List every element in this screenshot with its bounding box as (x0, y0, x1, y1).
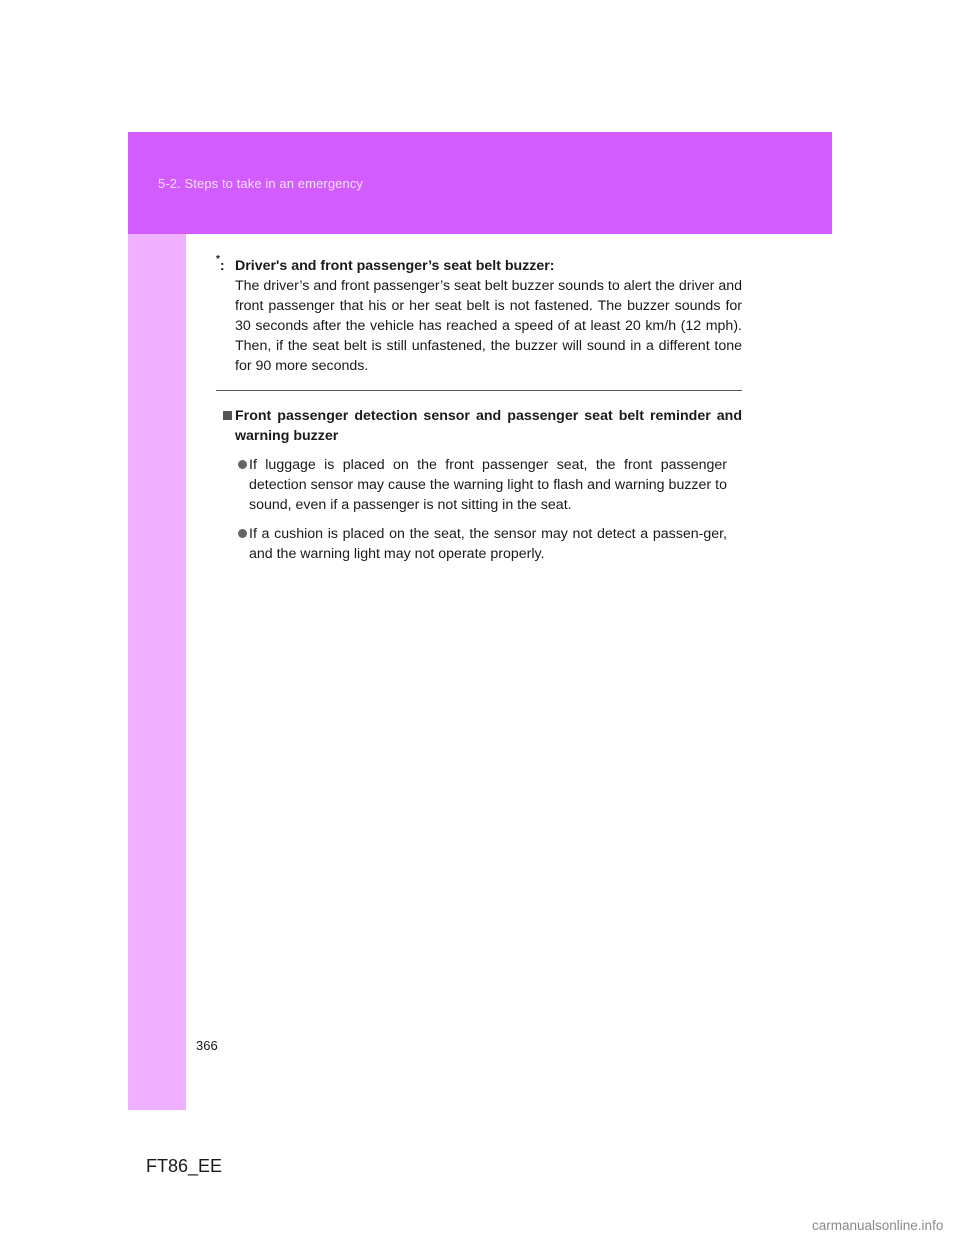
round-bullet-icon (238, 460, 247, 469)
list-item-text: If a cushion is placed on the seat, the sensor may not detect a passen-ger, and the warning light may not operate properly. (249, 526, 727, 562)
footnote (216, 256, 742, 376)
square-bullet-icon (223, 411, 232, 420)
asterisk: * (216, 254, 220, 266)
list-item-text: If luggage is placed on the front passenger seat, the front passenger detection sensor may cause the warning light to flash and warning buzzer to sound, even if a passenger is not sitting in the seat. (249, 457, 727, 513)
watermark: carmanualsonline.info (812, 1218, 944, 1233)
divider (216, 390, 742, 391)
section-heading (216, 406, 742, 446)
document-code: FT86_EE (146, 1156, 223, 1176)
footnote-marker (216, 256, 225, 276)
footnote-colon: : (219, 258, 225, 274)
list-item (216, 524, 742, 564)
round-bullet-icon (238, 529, 247, 538)
side-strip (128, 234, 186, 1110)
list-item (216, 455, 742, 515)
footnote-title: Driver's and front passenger’s seat belt buzzer: (235, 258, 555, 274)
content-area (216, 256, 742, 564)
section (216, 406, 742, 564)
footnote-body: The driver’s and front passenger’s seat belt buzzer sounds to alert the driver and front passenger that his or her seat belt is not fastened. The buzzer sounds for 30 seconds after the vehicle has reached a speed of at least 20 km/h (12 mph). Then, if the seat belt is still unfastened, the buzzer will sound in a different tone for 90 more seconds. (235, 278, 742, 374)
section-title: 5-2. Steps to take in an emergency (158, 176, 364, 191)
page-number: 366 (196, 1038, 218, 1053)
section-heading-text: Front passenger detection sensor and passenger seat belt reminder and warning buzzer (235, 408, 742, 444)
header-band (128, 132, 832, 234)
